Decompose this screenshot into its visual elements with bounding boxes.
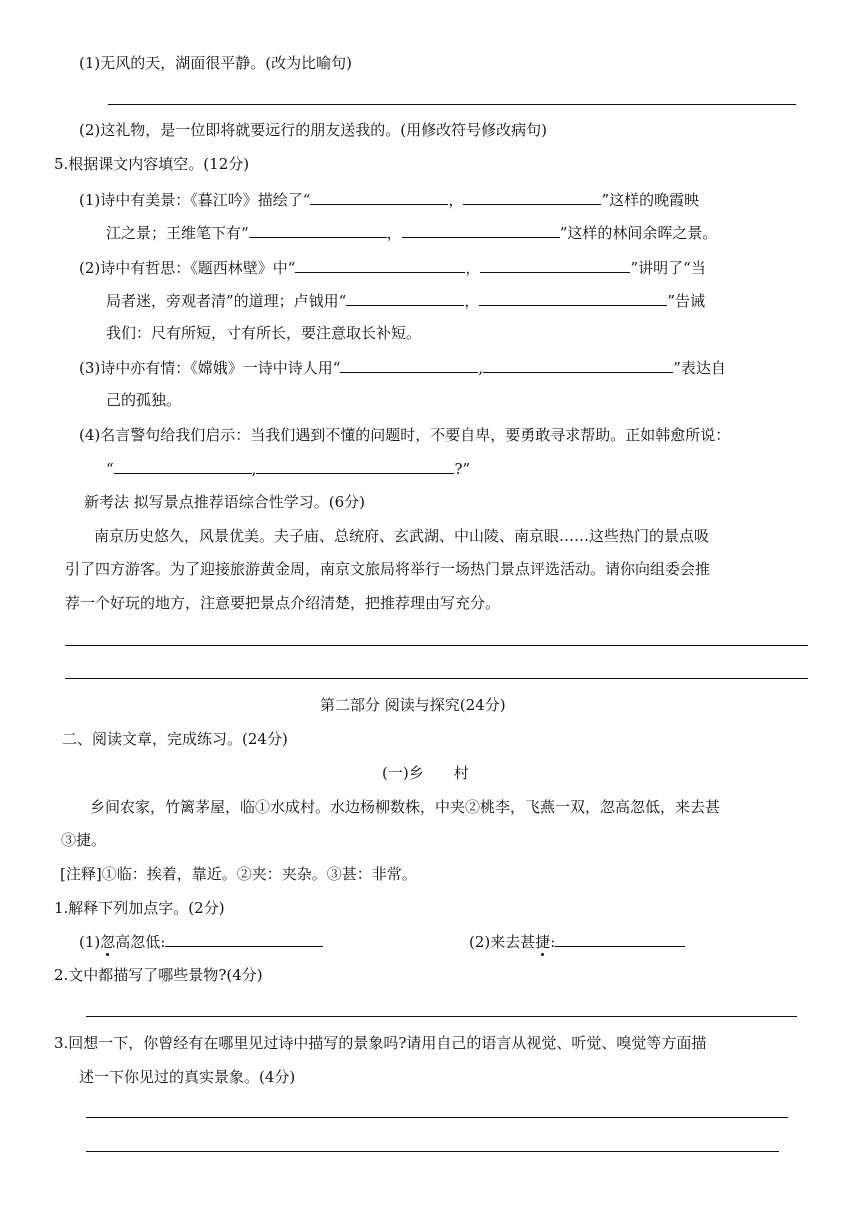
q5-item-2-line-2 <box>106 290 705 311</box>
q5-item-4-line-1: (4)名言警句给我们启示：当我们遇到不懂的问题时，不要自卑，要勇敢寻求帮助。正如韩愈所说： <box>79 426 731 444</box>
q1-text: (2)来去甚 <box>469 933 536 951</box>
q5-text: ”这样的林间余晖之景。 <box>559 224 718 242</box>
q5-text: ”讲明了“当 <box>630 259 706 277</box>
question-1: 1.解释下列加点字。(2分) <box>54 899 225 917</box>
q4-item-1: (1)无风的天，湖面很平静。(改为比喻句) <box>79 54 352 72</box>
fill-blank[interactable] <box>479 290 667 306</box>
fill-blank[interactable] <box>165 931 323 947</box>
question-3-line-1: 3.回想一下，你曾经有在哪里见过诗中描写的景象吗?请用自己的语言从视觉、听觉、嗅觉等方面描 <box>54 1034 707 1052</box>
q5-text: (3)诗中亦有情：《嫦娥》一诗中诗人用“ <box>79 359 341 377</box>
q5-item-3-line-2: 己的孤独。 <box>106 391 182 409</box>
q5-text: , <box>478 359 484 377</box>
q5-item-4-line-2 <box>106 458 470 479</box>
dotted-char: 忽 <box>100 933 116 951</box>
q5-text: ”这样的晚霞映 <box>601 191 700 209</box>
answer-line <box>65 645 808 646</box>
q5-text: ， <box>448 191 464 209</box>
q5-text: (2)诗中有哲思：《题西林壁》中“ <box>79 259 296 277</box>
question-1-item-1 <box>79 931 323 952</box>
fill-blank[interactable] <box>295 257 465 273</box>
q5-text: ， <box>464 292 480 310</box>
q1-text: : <box>550 933 556 951</box>
part-2-title: 第二部分 阅读与探究(24分) <box>320 696 506 714</box>
newtest-paragraph-line-3: 荐一个好玩的地方，注意要把景点介绍清楚，把推荐理由写充分。 <box>65 594 501 612</box>
question-1-item-2 <box>469 931 685 952</box>
fill-blank[interactable] <box>114 458 252 474</box>
newtest-heading: 新考法 拟写景点推荐语综合性学习。(6分) <box>84 493 366 511</box>
answer-line <box>86 1117 788 1118</box>
q5-text: ， <box>465 259 481 277</box>
q5-item-3-line-1 <box>79 357 726 378</box>
q5-item-1-line-1 <box>79 189 699 210</box>
newtest-paragraph-line-2: 引了四方游客。为了迎接旅游黄金周，南京文旅局将举行一场热门景点评选活动。请你向组委会推 <box>65 560 711 578</box>
answer-line <box>86 1016 797 1017</box>
fill-blank[interactable] <box>340 357 478 373</box>
q5-text: ”表达自 <box>673 359 726 377</box>
question-3-line-2: 述一下你见过的真实景象。(4分) <box>79 1068 296 1086</box>
fill-blank[interactable] <box>310 189 448 205</box>
question-2: 2.文中都描写了哪些景物?(4分) <box>54 966 263 984</box>
dotted-char: 捷 <box>535 933 551 951</box>
answer-line <box>86 1151 779 1152</box>
q5-text: , <box>251 460 257 478</box>
answer-line <box>65 678 808 679</box>
q5-text: (1)诗中有美景：《暮江吟》描绘了“ <box>79 191 311 209</box>
q5-item-1-line-2 <box>106 222 717 243</box>
q5-text: 江之景；王维笔下有“ <box>106 224 249 242</box>
fill-blank[interactable] <box>249 222 387 238</box>
fill-blank[interactable] <box>256 458 454 474</box>
answer-line <box>108 104 796 105</box>
section-heading: 二、阅读文章，完成练习。(24分) <box>62 730 288 748</box>
passage-title: (一)乡 村 <box>382 764 469 782</box>
q5-text: ， <box>386 224 402 242</box>
q5-text: 局者迷，旁观者清”的道理；卢钺用“ <box>106 292 347 310</box>
fill-blank[interactable] <box>480 257 630 273</box>
fill-blank[interactable] <box>463 189 601 205</box>
fill-blank[interactable] <box>346 290 464 306</box>
fill-blank[interactable] <box>555 931 685 947</box>
q5-text: ”告诫 <box>667 292 706 310</box>
q5-heading: 5.根据课文内容填空。(12分) <box>54 155 250 173</box>
q5-text: ?” <box>454 460 471 478</box>
fill-blank[interactable] <box>483 357 673 373</box>
q1-text: 高忽低: <box>115 933 166 951</box>
fill-blank[interactable] <box>402 222 560 238</box>
q1-text: (1) <box>79 933 101 951</box>
q5-item-2-line-1 <box>79 257 706 278</box>
passage-line-2: ③捷。 <box>61 831 107 849</box>
q5-item-2-line-3: 我们：尺有所短，寸有所长，要注意取长补短。 <box>106 324 422 342</box>
annotation-note: [注释]①临：挨着，靠近。②夹：夹杂。③甚：非常。 <box>60 865 417 883</box>
q4-item-2: (2)这礼物，是一位即将就要远行的朋友送我的。(用修改符号修改病句) <box>79 121 547 139</box>
newtest-paragraph-line-1: 南京历史悠久，风景优美。夫子庙、总统府、玄武湖、中山陵、南京眼……这些热门的景点吸 <box>94 527 710 545</box>
passage-line-1: 乡间农家，竹篱茅屋，临①水成村。水边杨柳数株，中夹②桃李，飞燕一双，忽高忽低，来去甚 <box>90 798 721 816</box>
q5-text: “ <box>106 460 114 478</box>
